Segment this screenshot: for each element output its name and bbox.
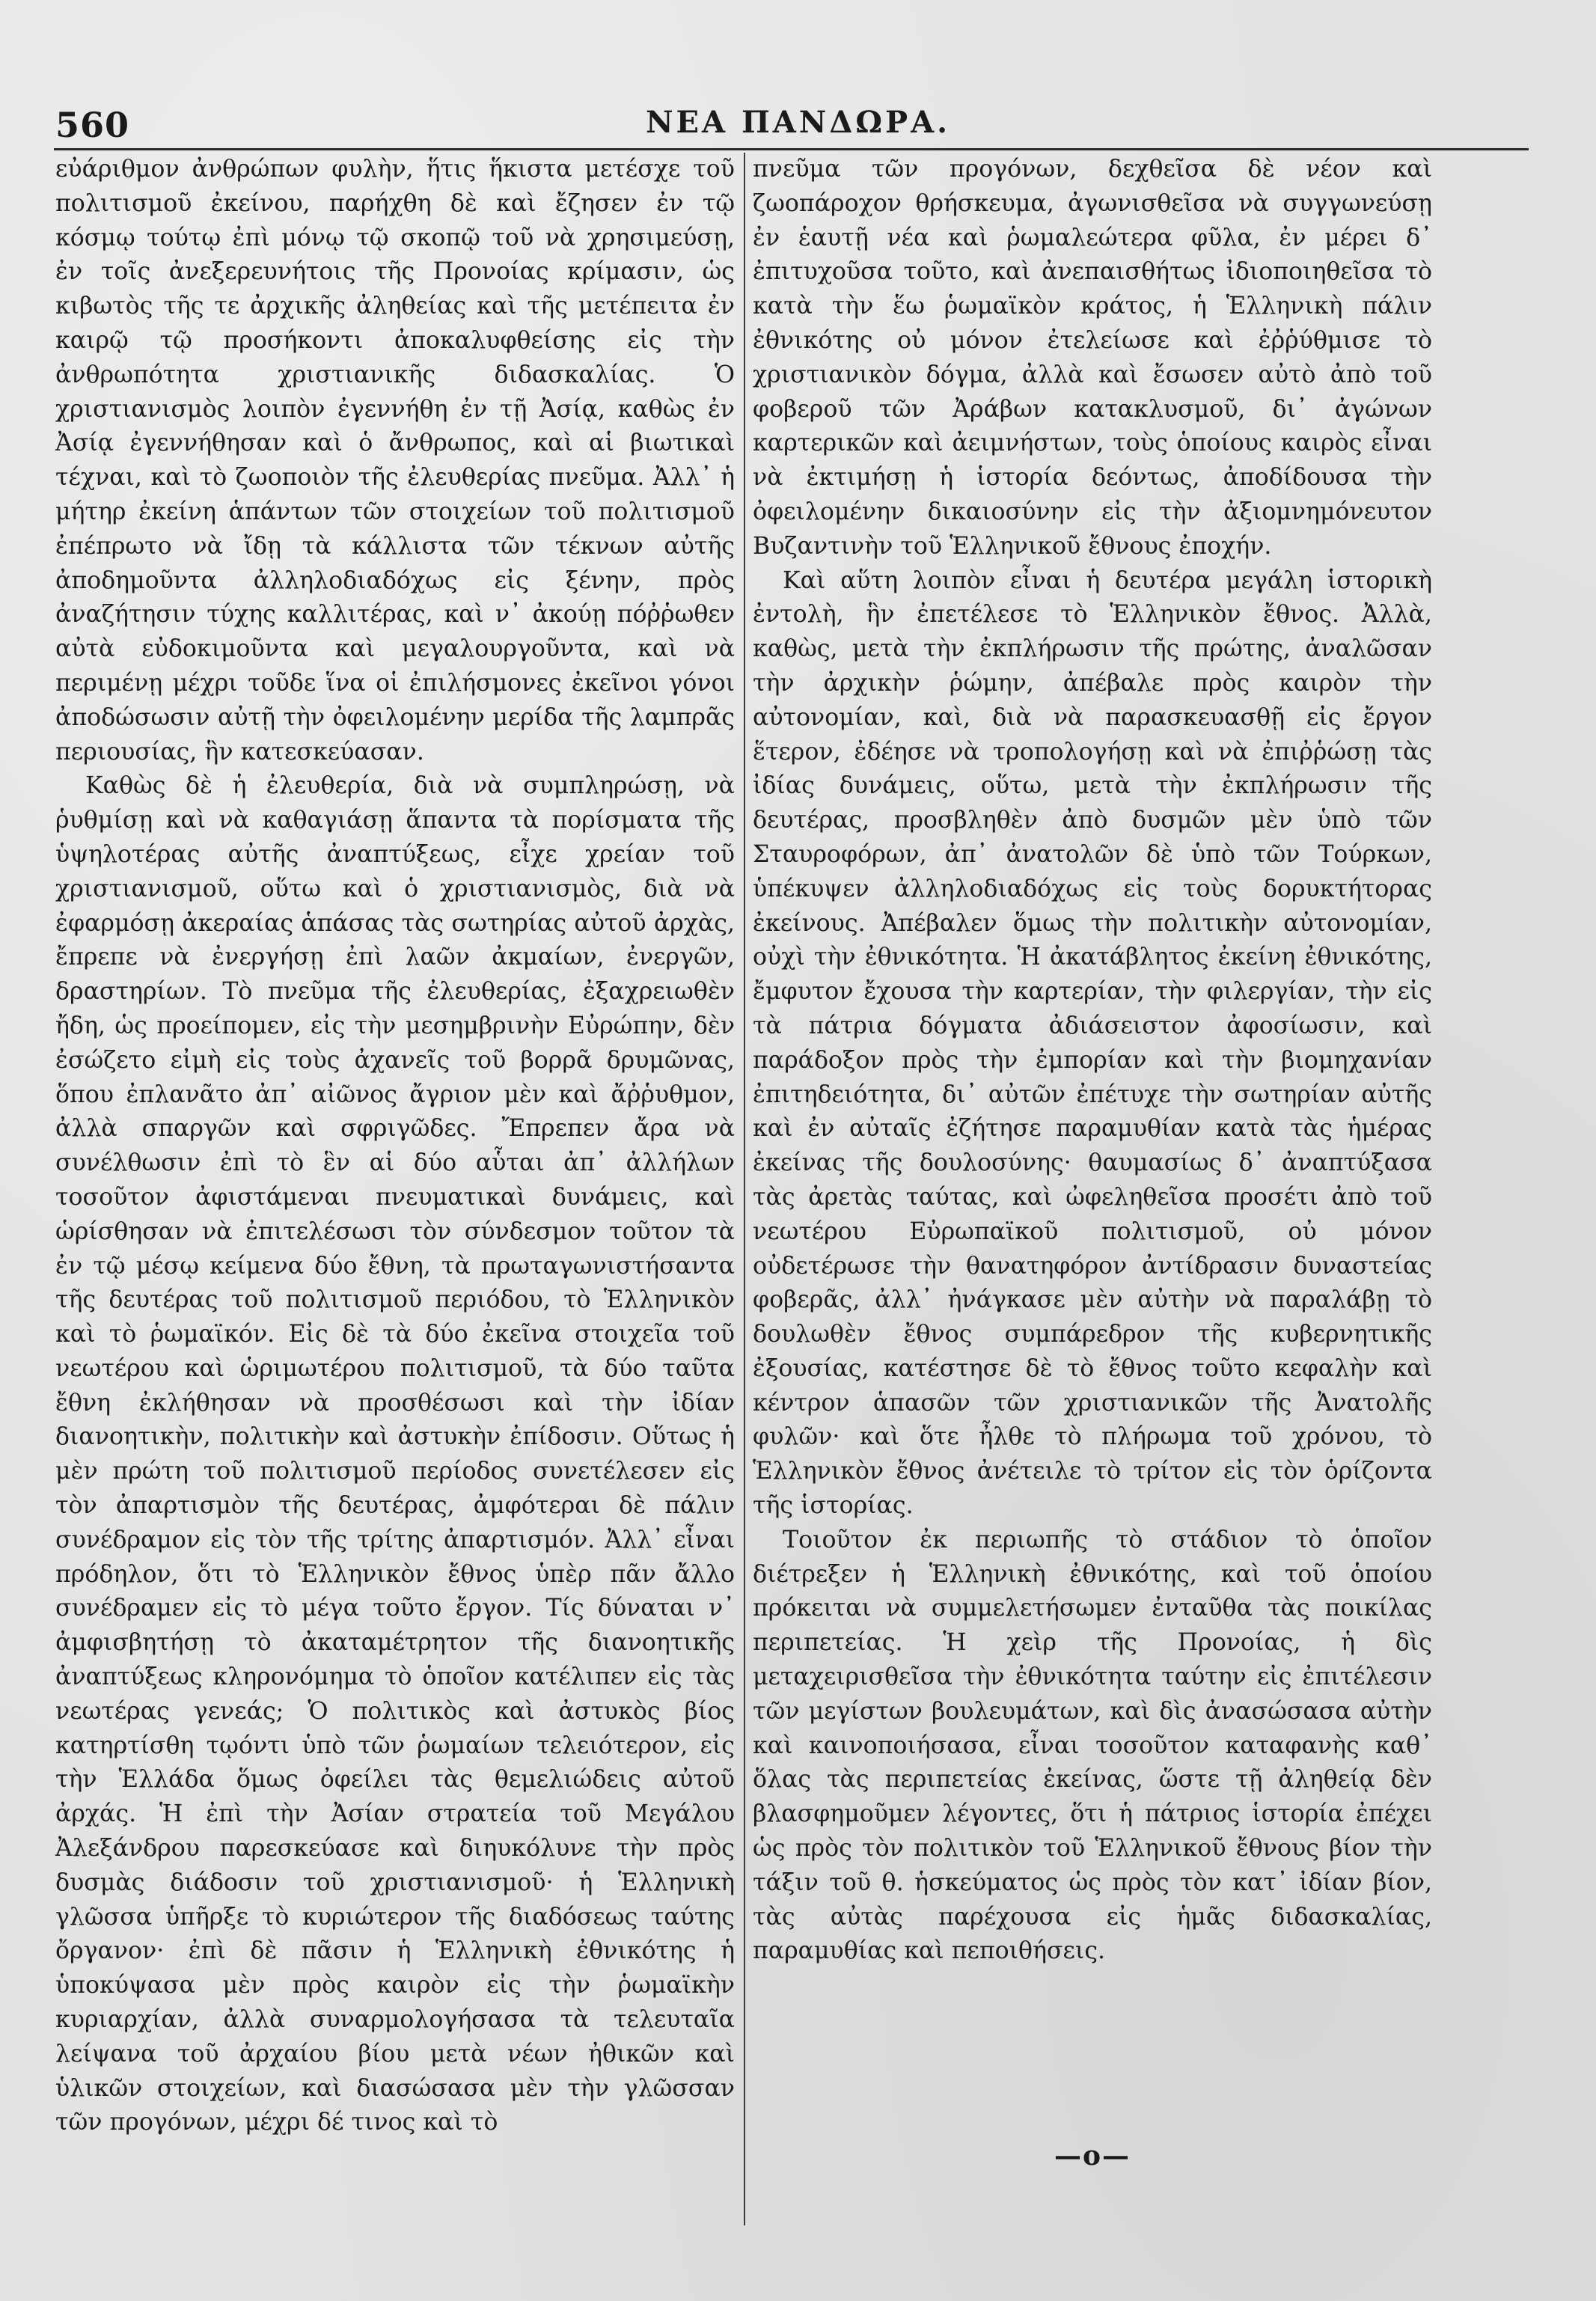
section-end-mark: —o—: [1054, 2140, 1131, 2172]
header-rule: [54, 148, 1529, 150]
running-title: ΝΕΑ ΠΑΝΔΩΡΑ.: [645, 105, 951, 140]
right-paragraph-1: πνεῦμα τῶν προγόνων, δεχθεῖσα δὲ νέον καὶ ζωοπάροχον θρήσκευμα, ἀγωνισθεῖσα νὰ συγγωνεύσῃ ἐν ἑαυτῇ νέα καὶ ῥωμαλεώτερα φῦλα, ἐν μέρει δ᾽ ἐπιτυχοῦσα τοῦτο, καὶ ἀνεπαισθήτως ἰδιοποιηθεῖσα τὸ κατὰ τὴν ἕω ῥωμαϊκὸν κράτος, ἡ Ἑλληνικὴ πάλιν ἐθνικότης οὐ μόνον ἐτελείωσε καὶ ἐῤῥύθμισε τὸ χριστιανικὸν δόγμα, ἀλλὰ καὶ ἔσωσεν αὐτὸ ἀπὸ τοῦ φοβεροῦ τῶν Ἀράβων κατακλυσμοῦ, δι᾽ ἀγώνων καρτερικῶν καὶ ἀειμνήστων, τοὺς ὁποίους καιρὸς εἶναι νὰ ἐκτιμήσῃ ἡ ἱστορία δεόντως, ἀποδίδουσα τὴν ὀφειλομένην δικαιοσύνην εἰς τὴν ἀξιομνημόνευτον Βυζαντινὴν τοῦ Ἑλληνικοῦ ἔθνους ἐποχήν.: [753, 156, 1432, 560]
right-paragraph-3: Τοιοῦτον ἐκ περιωπῆς τὸ στάδιον τὸ ὁποῖον διέτρεξεν ἡ Ἑλληνικὴ ἐθνικότης, καὶ τοῦ ὁποίου πρόκειται νὰ συμμελετήσωμεν ἐνταῦθα τὰς ποικίλας περιπετείας. Ἡ χεὶρ τῆς Προνοίας, ἡ δὶς μεταχειρισθεῖσα τὴν ἐθνικότητα ταύτην εἰς ἐπιτέλεσιν τῶν μεγίστων βουλευμάτων, καὶ δὶς ἀνασώσασα αὐτὴν καὶ καινοποιήσασα, εἶναι τοσοῦτον καταφανὴς καθ᾽ ὅλας τὰς περιπετείας ἐκείνας, ὥστε τῇ ἀληθείᾳ δὲν βλασφημοῦμεν λέγοντες, ὅτι ἡ πάτριος ἱστορία ἐπέχει ὡς πρὸς τὸν πολιτικὸν τοῦ Ἑλληνικοῦ ἔθνους βίον τὴν τάξιν τοῦ θ. ἡσκεύματος ὡς πρὸς τὸν κατ᾽ ἰδίαν βίον, τὰς αὐτὰς παρέχουσα εἰς ἡμᾶς διδασκαλίας, παραμυθίας καὶ πεποιθήσεις.: [753, 1526, 1432, 1965]
left-paragraph-1: εὐάριθμον ἀνθρώπων φυλὴν, ἥτις ἥκιστα μετέσχε τοῦ πολιτισμοῦ ἐκείνου, παρήχθη δὲ καὶ ἔζησεν ἐν τῷ κόσμῳ τούτῳ ἐπὶ μόνῳ τῷ σκοπῷ τοῦ νὰ χρησιμεύσῃ, ἐν τοῖς ἀνεξερευνήτοις τῆς Προνοίας κρίμασιν, ὡς κιβωτὸς τῆς τε ἀρχικῆς ἀληθείας καὶ τῆς μετέπειτα ἐν καιρῷ τῷ προσήκοντι ἀποκαλυφθείσης εἰς τὴν ἀνθρωπότητα χριστιανικῆς διδασκαλίας. Ὁ χριστιανισμὸς λοιπὸν ἐγεννήθη ἐν τῇ Ἀσίᾳ, καθὼς ἐν Ἀσίᾳ ἐγεννήθησαν καὶ ὁ ἄνθρωπος, καὶ αἱ βιωτικαὶ τέχναι, καὶ τὸ ζωοποιὸν τῆς ἐλευθερίας πνεῦμα. Ἀλλ᾽ ἡ μήτηρ ἐκείνη ἁπάντων τῶν στοιχείων τοῦ πολιτισμοῦ ἐπέπρωτο νὰ ἴδῃ τὰ κάλλιστα τῶν τέκνων αὐτῆς ἀποδημοῦντα ἀλληλοδιαδόχως εἰς ξένην, πρὸς ἀναζήτησιν τύχης καλλιτέρας, καὶ ν᾽ ἀκούῃ πόῤῥωθεν αὐτὰ εὐδοκιμοῦντα καὶ μεγαλουργοῦντα, καὶ νὰ περιμένῃ μέχρι τοῦδε ἵνα οἱ ἐπιλήσμονες ἐκεῖνοι γόνοι ἀποδώσωσιν αὐτῇ τὴν ὀφειλομένην μερίδα τῆς λαμπρᾶς περιουσίας, ἣν κατεσκεύασαν.: [55, 156, 735, 766]
column-divider: [744, 153, 745, 2225]
right-column: [753, 153, 1432, 1969]
left-column: [55, 153, 735, 2140]
right-paragraph-2: Καὶ αὕτη λοιπὸν εἶναι ἡ δευτέρα μεγάλη ἱστορικὴ ἐντολὴ, ἣν ἐπετέλεσε τὸ Ἑλληνικὸν ἔθνος. Ἀλλὰ, καθὼς, μετὰ τὴν ἐκπλήρωσιν τῆς πρώτης, ἀναλῶσαν τὴν ἀρχικὴν ῥώμην, ἀπέβαλε πρὸς καιρὸν τὴν αὐτονομίαν, καὶ, διὰ νὰ παρασκευασθῇ εἰς ἔργον ἕτερον, ἐδέησε νὰ τροπολογήσῃ καὶ νὰ ἐπιῤῥώσῃ τὰς ἰδίας δυνάμεις, οὕτω, μετὰ τὴν ἐκπλήρωσιν τῆς δευτέρας, προσβληθὲν ἀπὸ δυσμῶν μὲν ὑπὸ τῶν Σταυροφόρων, ἀπ᾽ ἀνατολῶν δὲ ὑπὸ τῶν Τούρκων, ὑπέκυψεν ἀλληλοδιαδόχως εἰς τοὺς δορυκτήτορας ἐκείνους. Ἀπέβαλεν ὅμως τὴν πολιτικὴν αὐτονομίαν, οὐχὶ τὴν ἐθνικότητα. Ἡ ἀκατάβλητος ἐκείνη ἐθνικότης, ἔμφυτον ἔχουσα τὴν καρτερίαν, τὴν φιλεργίαν, τὴν εἰς τὰ πάτρια δόγματα ἀδιάσειστον ἀφοσίωσιν, καὶ παράδοξον πρὸς τὴν ἐμπορίαν καὶ τὴν βιομηχανίαν ἐπιτηδειότητα, δι᾽ αὐτῶν ἐπέτυχε τὴν σωτηρίαν αὐτῆς καὶ ἐν αὐταῖς ἐζήτησε παραμυθίαν κατὰ τὰς ἡμέρας ἐκείνας τῆς δουλοσύνης· θαυμασίως δ᾽ ἀναπτύξασα τὰς ἀρετὰς ταύτας, καὶ ὠφεληθεῖσα προσέτι ἀπὸ τοῦ νεωτέρου Εὐρωπαϊκοῦ πολιτισμοῦ, οὐ μόνον οὐδετέρωσε τὴν θανατηφόρον ἀντίδρασιν δυναστείας φοβερᾶς, ἀλλ᾽ ἠνάγκασε μὲν αὐτὴν νὰ παραλάβῃ τὸ δουλωθὲν ἔθνος συμπάρεδρον τῆς κυβερνητικῆς ἐξουσίας, κατέστησε δὲ τὸ ἔθνος τοῦτο κεφαλὴν καὶ κέντρον ἁπασῶν τῶν χριστιανικῶν τῆς Ἀνατολῆς φυλῶν· καὶ ὅτε ἦλθε τὸ πλήρωμα τοῦ χρόνου, τὸ Ἑλληνικὸν ἔθνος ἀνέτειλε τὸ τρίτον εἰς τὸν ὁρίζοντα τῆς ἱστορίας.: [753, 566, 1432, 1520]
page-number: 560: [55, 105, 130, 145]
left-paragraph-2: Καθὼς δὲ ἡ ἐλευθερία, διὰ νὰ συμπληρώσῃ, νὰ ῥυθμίσῃ καὶ νὰ καθαγιάσῃ ἅπαντα τὰ πορίσματα τῆς ὑψηλοτέρας αὐτῆς ἀναπτύξεως, εἶχε χρείαν τοῦ χριστιανισμοῦ, οὕτω καὶ ὁ χριστιανισμὸς, διὰ νὰ ἐφαρμόσῃ ἀκεραίας ἁπάσας τὰς σωτηρίας αὐτοῦ ἀρχὰς, ἔπρεπε νὰ ἐνεργήσῃ ἐπὶ λαῶν ἀκμαίων, ἐνεργῶν, δραστηρίων. Τὸ πνεῦμα τῆς ἐλευθερίας, ἐξαχρειωθὲν ἤδη, ὡς προείπομεν, εἰς τὴν μεσημβρινὴν Εὐρώπην, δὲν ἐσώζετο εἰμὴ εἰς τοὺς ἀχανεῖς τοῦ βορρᾶ δρυμῶνας, ὅπου ἐπλανᾶτο ἀπ᾽ αἰῶνος ἄγριον μὲν καὶ ἄῤῥυθμον, ἀλλὰ σπαργῶν καὶ σφριγῶδες. Ἔπρεπεν ἄρα νὰ συνέλθωσιν ἐπὶ τὸ ἓν αἱ δύο αὗται ἀπ᾽ ἀλλήλων τοσοῦτον ἀφιστάμεναι πνευματικαὶ δυνάμεις, καὶ ὡρίσθησαν νὰ ἐπιτελέσωσι τὸν σύνδεσμον τοῦτον τὰ ἐν τῷ μέσῳ κείμενα δύο ἔθνη, τὰ πρωταγωνιστήσαντα τῆς δευτέρας τοῦ πολιτισμοῦ περιόδου, τὸ Ἑλληνικὸν καὶ τὸ ῥωμαϊκόν. Εἰς δὲ τὰ δύο ἐκεῖνα στοιχεῖα τοῦ νεωτέρου καὶ ὡριμωτέρου πολιτισμοῦ, τὰ δύο ταῦτα ἔθνη ἐκλήθησαν νὰ προσθέσωσι καὶ τὴν ἰδίαν διανοητικὴν, πολιτικὴν καὶ ἀστυκὴν ἐπίδοσιν. Οὕτως ἡ μὲν πρώτη τοῦ πολιτισμοῦ περίοδος συνετέλεσεν εἰς τὸν ἀπαρτισμὸν τῆς δευτέρας, ἀμφότεραι δὲ πάλιν συνέδραμον εἰς τὸν τῆς τρίτης ἀπαρτισμόν. Ἀλλ᾽ εἶναι πρόδηλον, ὅτι τὸ Ἑλληνικὸν ἔθνος ὑπὲρ πᾶν ἄλλο συνέδραμεν εἰς τὸ μέγα τοῦτο ἔργον. Τίς δύναται ν᾽ ἀμφισβητήσῃ τὸ ἀκαταμέτρητον τῆς διανοητικῆς ἀναπτύξεως κληρονόμημα τὸ ὁποῖον κατέλιπεν εἰς τὰς νεωτέρας γενεάς; Ὁ πολιτικὸς καὶ ἀστυκὸς βίος κατηρτίσθη τῳόντι ὑπὸ τῶν ῥωμαίων τελειότερον, εἰς τὴν Ἑλλάδα ὅμως ὀφείλει τὰς θεμελιώδεις αὐτοῦ ἀρχάς. Ἡ ἐπὶ τὴν Ἀσίαν στρατεία τοῦ Μεγάλου Ἀλεξάνδρου παρεσκεύασε καὶ διηυκόλυνε τὴν πρὸς δυσμὰς διάδοσιν τοῦ χριστιανισμοῦ· ἡ Ἑλληνικὴ γλῶσσα ὑπῆρξε τὸ κυριώτερον τῆς διαδόσεως ταύτης ὄργανον· ἐπὶ δὲ πᾶσιν ἡ Ἑλληνικὴ ἐθνικότης ἡ ὑποκύψασα μὲν πρὸς καιρὸν εἰς τὴν ῥωμαϊκὴν κυριαρχίαν, ἀλλὰ συναρμολογήσασα τὰ τελευταῖα λείψανα τοῦ ἀρχαίου βίου μετὰ νέων ἠθικῶν καὶ ὑλικῶν στοιχείων, καὶ διασώσασα μὲν τὴν γλῶσσαν τῶν προγόνων, μέχρι δέ τινος καὶ τὸ: [55, 772, 735, 2136]
